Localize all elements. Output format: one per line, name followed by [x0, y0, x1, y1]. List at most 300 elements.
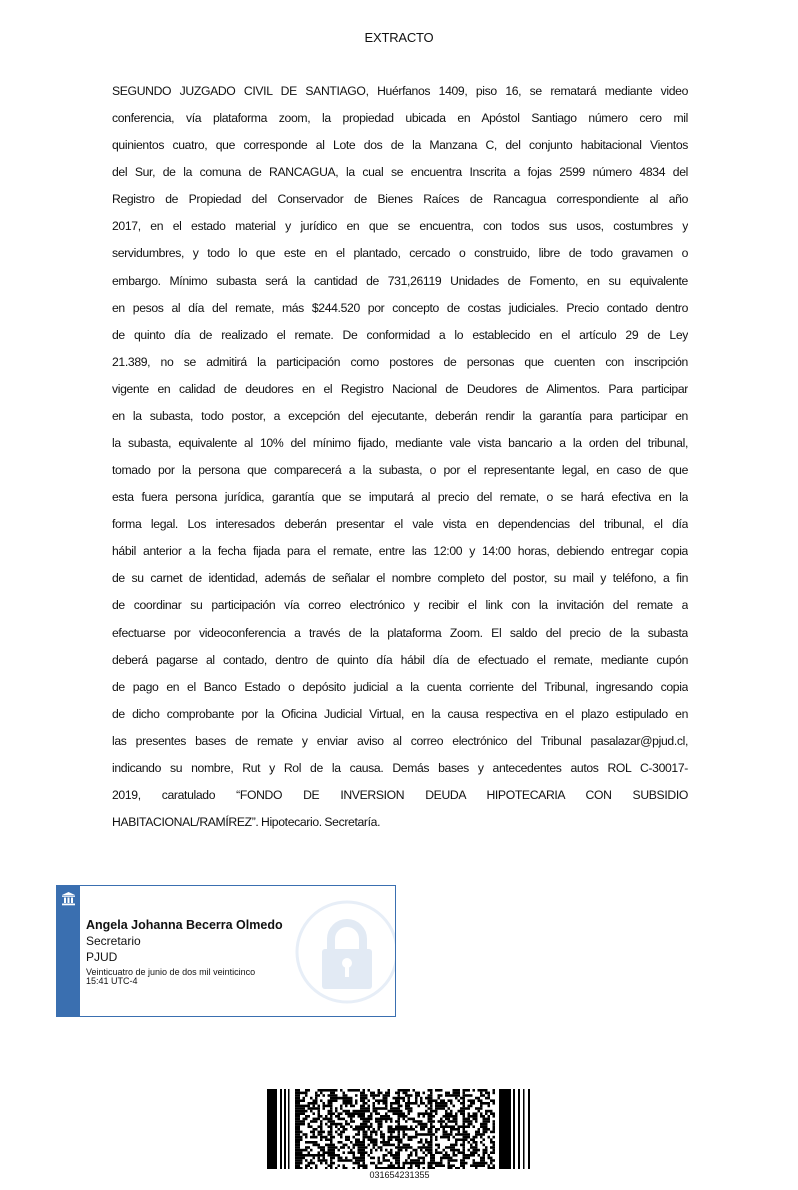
barcode-module — [353, 1105, 356, 1108]
barcode-module — [308, 1146, 311, 1149]
barcode-module — [333, 1092, 336, 1095]
barcode-module — [480, 1089, 483, 1092]
barcode-module — [363, 1164, 366, 1167]
barcode-module — [295, 1120, 298, 1123]
barcode-module — [325, 1151, 328, 1154]
barcode-module — [445, 1102, 448, 1105]
barcode-module — [410, 1162, 413, 1165]
barcode-module — [298, 1110, 301, 1113]
barcode-module — [468, 1107, 471, 1110]
barcode-module — [443, 1164, 446, 1167]
barcode-module — [330, 1092, 333, 1095]
barcode-module — [370, 1149, 373, 1152]
barcode-module — [463, 1133, 466, 1136]
barcode-module — [348, 1097, 351, 1100]
barcode-module — [360, 1097, 363, 1100]
barcode-module — [475, 1164, 478, 1167]
barcode-module — [360, 1144, 363, 1147]
barcode-module — [428, 1144, 431, 1147]
barcode-module — [443, 1131, 446, 1134]
barcode-module — [400, 1112, 403, 1115]
barcode-module — [390, 1133, 393, 1136]
barcode-module — [375, 1094, 378, 1097]
barcode-module — [328, 1089, 331, 1092]
barcode-module — [333, 1154, 336, 1157]
barcode-module — [343, 1159, 346, 1162]
barcode-module — [358, 1151, 361, 1154]
barcode-module — [480, 1112, 483, 1115]
barcode-module — [443, 1120, 446, 1123]
barcode-module — [493, 1167, 496, 1169]
barcode-module — [435, 1110, 438, 1113]
barcode-module — [363, 1092, 366, 1095]
barcode-module — [295, 1157, 298, 1160]
barcode-module — [315, 1097, 318, 1100]
barcode-module — [395, 1167, 398, 1169]
barcode-module — [455, 1154, 458, 1157]
barcode-module — [303, 1112, 306, 1115]
barcode-module — [360, 1107, 363, 1110]
barcode-module — [405, 1144, 408, 1147]
barcode-module — [488, 1154, 491, 1157]
barcode-module — [435, 1144, 438, 1147]
barcode-module — [328, 1102, 331, 1105]
barcode-module — [463, 1102, 466, 1105]
barcode-module — [360, 1149, 363, 1152]
barcode-module — [473, 1164, 476, 1167]
barcode-module — [358, 1110, 361, 1113]
barcode-module — [330, 1159, 333, 1162]
barcode-module — [338, 1128, 341, 1131]
barcode-module — [405, 1125, 408, 1128]
barcode-module — [303, 1105, 306, 1108]
barcode-module — [455, 1120, 458, 1123]
barcode-module — [395, 1120, 398, 1123]
barcode-module — [328, 1125, 331, 1128]
barcode-module — [325, 1105, 328, 1108]
barcode-module — [348, 1099, 351, 1102]
barcode-module — [430, 1149, 433, 1152]
barcode-module — [435, 1089, 438, 1092]
barcode-module — [423, 1157, 426, 1160]
barcode-module — [363, 1094, 366, 1097]
barcode-module — [298, 1154, 301, 1157]
barcode-module — [350, 1097, 353, 1100]
barcode-module — [378, 1167, 381, 1169]
barcode-module — [490, 1167, 493, 1169]
text-line: indicando su nombre, Rut y Rol de la causa. Demás bases y antecedentes autos ROL C-30017- — [112, 760, 688, 775]
barcode-module — [440, 1136, 443, 1139]
barcode-module — [383, 1115, 386, 1118]
barcode-module — [468, 1115, 471, 1118]
barcode-module — [320, 1125, 323, 1128]
barcode-module — [303, 1118, 306, 1121]
barcode-module — [440, 1151, 443, 1154]
barcode-module — [440, 1164, 443, 1167]
barcode-module — [320, 1146, 323, 1149]
barcode-module — [425, 1112, 428, 1115]
barcode-module — [448, 1136, 451, 1139]
barcode-module — [475, 1112, 478, 1115]
barcode-module — [458, 1092, 461, 1095]
barcode-module — [443, 1099, 446, 1102]
barcode-module — [435, 1128, 438, 1131]
barcode-module — [333, 1162, 336, 1165]
barcode-module — [430, 1159, 433, 1162]
barcode-module — [333, 1089, 336, 1092]
barcode-module — [355, 1094, 358, 1097]
barcode-module — [298, 1123, 301, 1126]
barcode-module — [410, 1125, 413, 1128]
barcode-module — [350, 1141, 353, 1144]
barcode-module — [370, 1133, 373, 1136]
barcode-module — [468, 1149, 471, 1152]
barcode-module — [348, 1146, 351, 1149]
barcode-module — [340, 1097, 343, 1100]
barcode-module — [333, 1151, 336, 1154]
barcode-module — [485, 1092, 488, 1095]
text-line: 2019, caratulado “FONDO DE INVERSION DEUDA HIPOTECARIA CON SUBSIDIO — [112, 788, 688, 803]
barcode-module — [360, 1118, 363, 1121]
barcode-module — [380, 1092, 383, 1095]
barcode-module — [320, 1162, 323, 1165]
signature-strip — [57, 886, 80, 1016]
barcode-module — [390, 1164, 393, 1167]
barcode-module — [338, 1123, 341, 1126]
barcode-module — [330, 1123, 333, 1126]
barcode-module — [463, 1149, 466, 1152]
barcode-module — [483, 1157, 486, 1160]
barcode-module — [465, 1089, 468, 1092]
barcode-module — [448, 1154, 451, 1157]
barcode-module — [388, 1141, 391, 1144]
barcode-module — [343, 1144, 346, 1147]
barcode-module — [480, 1159, 483, 1162]
barcode-module — [428, 1120, 431, 1123]
barcode-module — [383, 1097, 386, 1100]
barcode-module — [413, 1120, 416, 1123]
barcode-module — [363, 1125, 366, 1128]
barcode-module — [300, 1110, 303, 1113]
barcode-module — [475, 1162, 478, 1165]
barcode-module — [410, 1164, 413, 1167]
barcode-module — [383, 1102, 386, 1105]
barcode-module — [428, 1102, 431, 1105]
barcode-module — [355, 1110, 358, 1113]
barcode-module — [485, 1131, 488, 1134]
barcode-module — [375, 1138, 378, 1141]
barcode-module — [410, 1118, 413, 1121]
barcode-module — [380, 1115, 383, 1118]
text-line: de dicho comprobante por la Oficina Judicial Virtual, en la causa respectiva en el plazo estipulado en — [112, 706, 688, 721]
text-line: conferencia, vía plataforma zoom, la propiedad ubicada en Apóstol Santiago número cero mil — [112, 111, 688, 126]
barcode-module — [420, 1125, 423, 1128]
barcode-module — [403, 1112, 406, 1115]
barcode-module — [330, 1164, 333, 1167]
barcode-module — [435, 1131, 438, 1134]
barcode-module — [490, 1151, 493, 1154]
barcode-module — [480, 1162, 483, 1165]
barcode-module — [405, 1089, 408, 1092]
barcode-module — [360, 1141, 363, 1144]
barcode-module — [295, 1136, 298, 1139]
barcode-module — [420, 1162, 423, 1165]
barcode-module — [483, 1118, 486, 1121]
barcode-module — [420, 1138, 423, 1141]
text-line: 2017, en el estado material y jurídico en que se encuentra, con todos sus usos, costumbres y — [112, 219, 688, 234]
barcode-module — [305, 1149, 308, 1152]
text-line: de su carnet de identidad, además de señalar el nombre completo del postor, su mail y teléfono, a fin — [112, 571, 688, 586]
barcode-module — [453, 1105, 456, 1108]
barcode-module — [388, 1094, 391, 1097]
barcode-module — [438, 1162, 441, 1165]
text-line: vigente en calidad de deudores en el Registro Nacional de Deudores de Alimentos. Para participar — [112, 381, 688, 396]
barcode-module — [355, 1133, 358, 1136]
barcode-module — [380, 1123, 383, 1126]
barcode-module — [393, 1157, 396, 1160]
barcode-module — [435, 1099, 438, 1102]
barcode-module — [395, 1159, 398, 1162]
text-line: del Sur, de la comuna de RANCAGUA, la cual se encuentra Inscrita a fojas 2599 número 4834 del — [112, 165, 688, 180]
barcode-module — [493, 1092, 496, 1095]
barcode-module — [430, 1105, 433, 1108]
barcode-module — [335, 1154, 338, 1157]
barcode-module — [463, 1099, 466, 1102]
barcode-module — [463, 1125, 466, 1128]
barcode-module — [365, 1136, 368, 1139]
barcode-module — [295, 1094, 298, 1097]
barcode-module — [365, 1097, 368, 1100]
barcode-module — [358, 1089, 361, 1092]
barcode-module — [298, 1107, 301, 1110]
barcode-module — [490, 1099, 493, 1102]
barcode-module — [295, 1154, 298, 1157]
barcode-module — [370, 1115, 373, 1118]
barcode-module — [378, 1128, 381, 1131]
barcode-module — [300, 1123, 303, 1126]
barcode-module — [465, 1118, 468, 1121]
barcode-module — [410, 1128, 413, 1131]
barcode-module — [295, 1097, 298, 1100]
barcode-module — [478, 1107, 481, 1110]
barcode-module — [358, 1159, 361, 1162]
barcode-module — [338, 1097, 341, 1100]
barcode-module — [303, 1097, 306, 1100]
barcode-module — [393, 1112, 396, 1115]
barcode-module — [493, 1120, 496, 1123]
barcode-module — [315, 1107, 318, 1110]
barcode-module — [415, 1131, 418, 1134]
barcode-module — [350, 1118, 353, 1121]
barcode-module — [295, 1128, 298, 1131]
barcode-module — [388, 1118, 391, 1121]
barcode-module — [267, 1089, 277, 1169]
barcode-module — [418, 1167, 421, 1169]
barcode-module — [320, 1133, 323, 1136]
barcode-module — [375, 1133, 378, 1136]
barcode-module — [463, 1131, 466, 1134]
barcode-module — [345, 1138, 348, 1141]
barcode-module — [358, 1164, 361, 1167]
barcode-module — [305, 1159, 308, 1162]
barcode-module — [363, 1120, 366, 1123]
barcode-module — [453, 1118, 456, 1121]
barcode-module — [300, 1107, 303, 1110]
barcode-module — [308, 1123, 311, 1126]
text-line: 21.389, no se admitirá la participación como postores de personas que cuenten con inscripción — [112, 354, 688, 369]
barcode-module — [288, 1089, 290, 1169]
barcode-module — [450, 1144, 453, 1147]
barcode-module — [468, 1112, 471, 1115]
barcode-module — [430, 1151, 433, 1154]
barcode-module — [413, 1149, 416, 1152]
barcode-module — [378, 1120, 381, 1123]
barcode-module — [415, 1149, 418, 1152]
barcode-module — [415, 1099, 418, 1102]
barcode-module — [373, 1138, 376, 1141]
barcode-module — [398, 1162, 401, 1165]
barcode-module — [448, 1157, 451, 1160]
barcode-module — [318, 1131, 321, 1134]
barcode-module — [430, 1089, 433, 1092]
barcode-module — [390, 1154, 393, 1157]
barcode-module — [410, 1136, 413, 1139]
barcode-module — [465, 1125, 468, 1128]
barcode-module — [368, 1105, 371, 1108]
barcode-module — [328, 1144, 331, 1147]
barcode-module — [408, 1138, 411, 1141]
barcode-module — [488, 1120, 491, 1123]
barcode-module — [298, 1146, 301, 1149]
barcode-module — [398, 1128, 401, 1131]
barcode-module — [353, 1115, 356, 1118]
text-line: en pesos al día del remate, más $244.520 por concepto de costas judiciales. Precio contado dentro — [112, 300, 688, 315]
barcode-module — [518, 1089, 520, 1169]
barcode-module — [398, 1164, 401, 1167]
barcode-module — [418, 1146, 421, 1149]
barcode-number: 031654231355 — [369, 1170, 430, 1180]
barcode-module — [460, 1162, 463, 1165]
barcode-module — [315, 1154, 318, 1157]
barcode-module — [375, 1141, 378, 1144]
barcode-module — [360, 1099, 363, 1102]
barcode-module — [323, 1105, 326, 1108]
barcode-module — [298, 1105, 301, 1108]
barcode-module — [355, 1128, 358, 1131]
barcode-module — [470, 1120, 473, 1123]
barcode-module — [443, 1125, 446, 1128]
barcode-module — [320, 1099, 323, 1102]
barcode-module — [363, 1146, 366, 1149]
barcode-module — [438, 1146, 441, 1149]
barcode-module — [295, 1164, 298, 1167]
barcode-module — [445, 1151, 448, 1154]
barcode-module — [360, 1164, 363, 1167]
barcode-module — [348, 1151, 351, 1154]
barcode-module — [365, 1118, 368, 1121]
barcode-module — [463, 1162, 466, 1165]
barcode-module — [455, 1144, 458, 1147]
signer-name: Angela Johanna Becerra Olmedo — [86, 918, 283, 932]
barcode-module — [425, 1141, 428, 1144]
barcode-module — [460, 1133, 463, 1136]
barcode-module — [408, 1112, 411, 1115]
barcode-module — [480, 1157, 483, 1160]
barcode-module — [355, 1102, 358, 1105]
barcode-module — [465, 1120, 468, 1123]
barcode-module — [385, 1154, 388, 1157]
barcode-module — [438, 1120, 441, 1123]
barcode-module — [430, 1120, 433, 1123]
barcode-module — [468, 1133, 471, 1136]
barcode-module — [435, 1102, 438, 1105]
barcode-module — [398, 1146, 401, 1149]
barcode-module — [403, 1133, 406, 1136]
barcode-module — [350, 1125, 353, 1128]
barcode-module — [448, 1164, 451, 1167]
barcode-module — [298, 1125, 301, 1128]
barcode-module — [378, 1102, 381, 1105]
barcode-module — [323, 1094, 326, 1097]
barcode-module — [465, 1138, 468, 1141]
barcode-module — [398, 1125, 401, 1128]
barcode-module — [373, 1157, 376, 1160]
barcode-module — [398, 1120, 401, 1123]
barcode-module — [373, 1110, 376, 1113]
barcode-module — [328, 1133, 331, 1136]
barcode-module — [420, 1099, 423, 1102]
barcode-module — [365, 1146, 368, 1149]
barcode-module — [298, 1138, 301, 1141]
barcode-module — [415, 1092, 418, 1095]
barcode-module — [343, 1092, 346, 1095]
barcode-module — [365, 1167, 368, 1169]
barcode-module — [395, 1128, 398, 1131]
barcode-module — [383, 1138, 386, 1141]
barcode-module — [435, 1151, 438, 1154]
barcode-module — [453, 1154, 456, 1157]
barcode-module — [363, 1138, 366, 1141]
barcode-module — [423, 1144, 426, 1147]
barcode-module — [363, 1110, 366, 1113]
barcode-module — [398, 1131, 401, 1134]
barcode-module — [395, 1138, 398, 1141]
barcode-module — [398, 1144, 401, 1147]
barcode-module — [445, 1154, 448, 1157]
barcode-module — [450, 1167, 453, 1169]
barcode-module — [353, 1146, 356, 1149]
barcode-module — [390, 1131, 393, 1134]
barcode-module — [363, 1089, 366, 1092]
barcode-module — [383, 1157, 386, 1160]
barcode-module — [433, 1154, 436, 1157]
barcode-module — [318, 1107, 321, 1110]
barcode-module — [368, 1144, 371, 1147]
barcode-module — [320, 1128, 323, 1131]
barcode-module — [473, 1159, 476, 1162]
barcode-module — [380, 1099, 383, 1102]
barcode-module — [310, 1131, 313, 1134]
barcode-module — [380, 1118, 383, 1121]
barcode-module — [360, 1146, 363, 1149]
barcode-module — [378, 1094, 381, 1097]
barcode-module — [363, 1154, 366, 1157]
barcode-module — [428, 1089, 431, 1092]
barcode-module — [343, 1146, 346, 1149]
barcode-module — [440, 1105, 443, 1108]
barcode-module — [360, 1125, 363, 1128]
signer-role: Secretario — [86, 934, 141, 948]
